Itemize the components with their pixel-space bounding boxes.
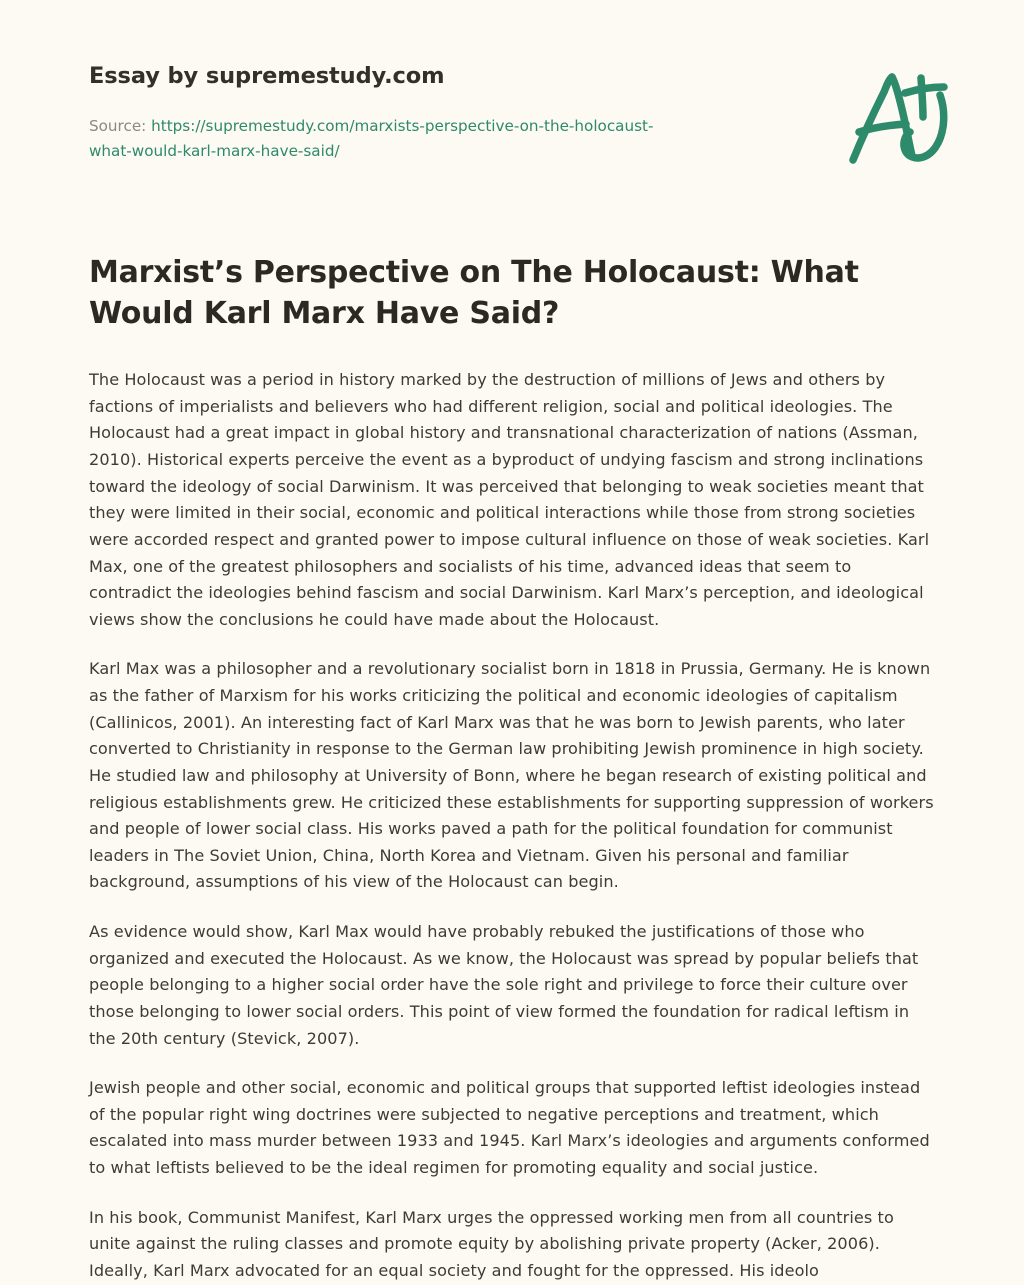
essay-byline-heading: Essay by supremestudy.com bbox=[89, 63, 445, 89]
source-url-link[interactable]: https://supremestudy.com/marxists-perspective-on-the-holocaust-what-would-karl-marx-have-said/ bbox=[89, 117, 654, 160]
a-plus-logo bbox=[840, 62, 960, 170]
article-container bbox=[89, 252, 935, 1285]
article-body bbox=[89, 367, 935, 1284]
article-title: Marxist’s Perspective on The Holocaust: What Would Karl Marx Have Said? bbox=[89, 255, 859, 332]
source-label: Source: bbox=[89, 117, 152, 136]
source-line bbox=[89, 114, 659, 163]
paragraph: As evidence would show, Karl Max would have probably rebuked the justifications of those who organized and executed the Holocaust. As we know, the Holocaust was spread by popular beliefs that people belonging to a higher social order have the sole right and privilege to force their culture over those belonging to lower social orders. This point of view formed the foundation for radical leftism in the 20th century (Stevick, 2007). bbox=[89, 922, 919, 1048]
document-header bbox=[89, 0, 935, 164]
a-plus-logo-icon bbox=[840, 62, 960, 170]
paragraph: Karl Max was a philosopher and a revolutionary socialist born in 1818 in Prussia, Germany. He is known as the father of Marxism for his works criticizing the political and economic ideologies of capitalism (Callinicos, 2001). An interesting fact of Karl Marx was that he was born to Jewish parents, who later converted to Christianity in response to the German law prohibiting Jewish prominence in high society. He studied law and philosophy at University of Bonn, where he began research of existing political and religious establishments grew. He criticized these establishments for supporting suppression of workers and people of lower social class. His works paved a path for the political foundation for communist leaders in The Soviet Union, China, North Korea and Vietnam. Given his personal and familiar background, assumptions of his view of the Holocaust can begin. bbox=[89, 659, 934, 892]
paragraph: In his book, Communist Manifest, Karl Marx urges the oppressed working men from all countries to unite against the ruling classes and promote equity by abolishing private property (Acker, 2006). Ideally, Karl Marx advocated for an equal society and fought for the oppressed. His ideolo bbox=[89, 1207, 894, 1280]
paragraph: The Holocaust was a period in history marked by the destruction of millions of Jews and others by factions of imperialists and believers who had different religion, social and political ideologies. The Holocaust had a great impact in global history and transnational characterization of nations (Assman, 2010). Historical experts perceive the event as a byproduct of undying fascism and strong inclinations toward the ideology of social Darwinism. It was perceived that belonging to weak societies meant that they were limited in their social, economic and political interactions while those from strong societies were accorded respect and granted power to impose cultural influence on those of weak societies. Karl Max, one of the greatest philosophers and socialists of his time, advanced ideas that seem to contradict the ideologies behind fascism and social Darwinism. Karl Marx’s perception, and ideological views show the conclusions he could have made about the Holocaust. bbox=[89, 370, 930, 629]
paragraph: Jewish people and other social, economic and political groups that supported leftist ideologies instead of the popular right wing doctrines were subjected to negative perceptions and treatment, which escalated into mass murder between 1933 and 1945. Karl Marx’s ideologies and arguments conformed to what leftists believed to be the ideal regimen for promoting equality and social justice. bbox=[89, 1078, 930, 1178]
